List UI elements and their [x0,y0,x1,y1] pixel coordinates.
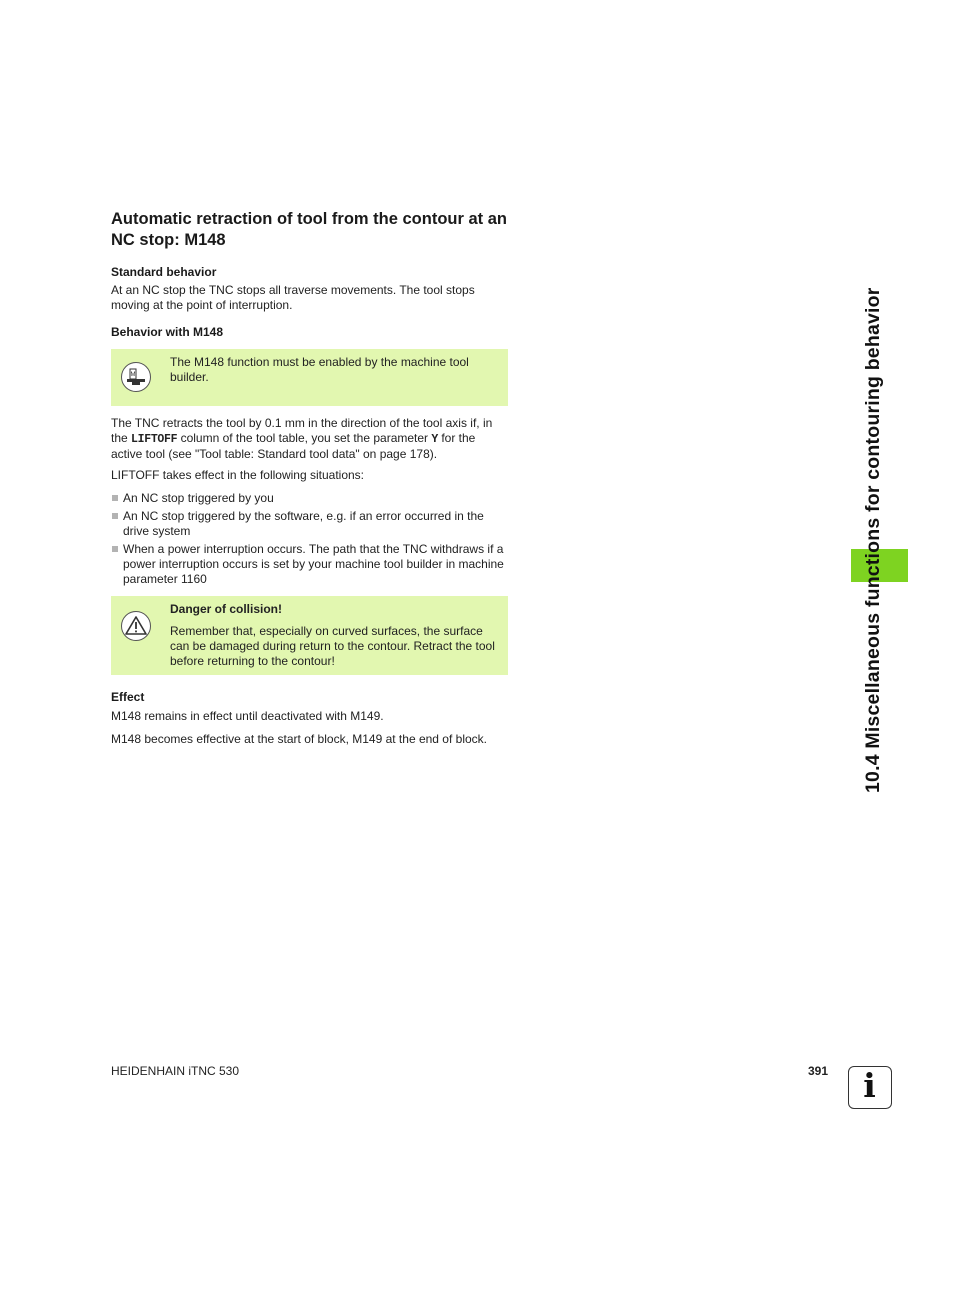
svg-text:M: M [130,372,136,378]
warning-icon [121,611,151,641]
warning-box [111,596,508,675]
chapter-side-title: 10.4 Miscellaneous functions for contouring behavior [862,287,884,793]
page-number: 391 [808,1064,829,1078]
standard-behavior-text: At an NC stop the TNC stops all traverse movements. The tool stops moving at the point of interruption. [111,283,475,312]
list-item: An NC stop triggered by the software, e.g. if an error occurred in the drive system [111,509,507,539]
warning-title: Danger of collision! [170,602,283,616]
machine-note-box [111,349,508,406]
situations-list [111,491,507,590]
list-item: An NC stop triggered by you [111,491,507,506]
section-title: Automatic retraction of tool from the contour at an NC stop: M148 [111,210,508,249]
info-icon [848,1066,892,1109]
liftoff-paragraph: The TNC retracts the tool by 0.1 mm in the direction of the tool axis if, in the LIFTOFF column of the tool table, you set the parameter Y for the active tool (see "Tool table: Standard tool data" on page 178). [111,416,493,461]
liftoff-situations-intro: LIFTOFF takes effect in the following situations: [111,468,365,482]
standard-behavior-heading: Standard behavior [111,265,217,279]
warning-text: Remember that, especially on curved surfaces, the surface can be damaged during return to the contour. Retract the tool before returning to the contour! [170,624,495,668]
list-item: When a power interruption occurs. The path that the TNC withdraws if a power interruption occurs is set by your machine tool builder in machine parameter 1160 [111,542,507,587]
effect-heading: Effect [111,690,145,704]
effect-text-1: M148 remains in effect until deactivated with M149. [111,709,384,723]
info-icon-glyph: i [863,1066,876,1105]
machine-icon [121,362,151,392]
y-code: Y [431,433,438,446]
behavior-m148-heading: Behavior with M148 [111,325,224,339]
liftoff-code: LIFTOFF [131,433,178,446]
footer-product-name: HEIDENHAIN iTNC 530 [111,1064,240,1078]
effect-text-2: M148 becomes effective at the start of block, M149 at the end of block. [111,732,487,746]
machine-note-text: The M148 function must be enabled by the machine tool builder. [170,355,469,384]
